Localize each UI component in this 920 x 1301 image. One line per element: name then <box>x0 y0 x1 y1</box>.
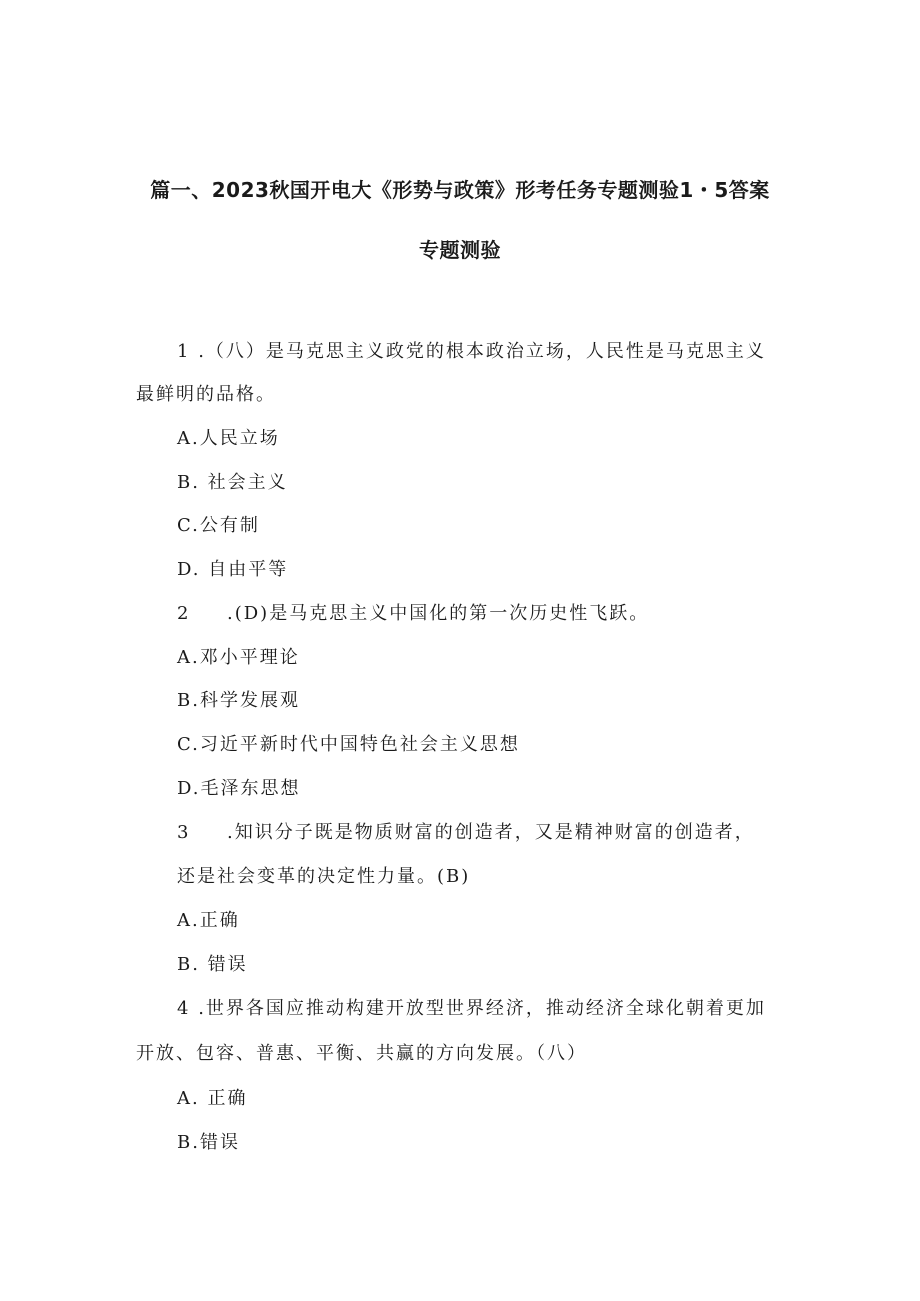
question-4-option-a: A. 正确 <box>177 1088 248 1109</box>
question-4-stem <box>177 997 766 1021</box>
question-3-continuation: 还是社会变革的决定性力量。(B) <box>177 866 471 887</box>
question-2-option-b: B.科学发展观 <box>177 690 300 711</box>
question-2-number: 2 <box>177 603 191 624</box>
question-1-option-a: A.人民立场 <box>177 428 280 449</box>
question-1-option-d: D. 自由平等 <box>177 559 289 580</box>
question-1-number: 1 <box>177 341 191 362</box>
question-3-stem <box>177 821 755 845</box>
question-4-continuation: 开放、包容、普惠、平衡、共赢的方向发展。（八） <box>136 1043 587 1064</box>
section-subtitle: 专题测验 <box>419 238 501 262</box>
question-1-text: .（八）是马克思主义政党的根本政治立场，人民性是马克思主义 <box>198 341 766 362</box>
question-3-text: .知识分子既是物质财富的创造者，又是精神财富的创造者， <box>227 822 755 843</box>
question-1-option-c: C.公有制 <box>177 515 260 536</box>
question-2-option-a: A.邓小平理论 <box>177 647 300 668</box>
question-2-option-d: D.毛泽东思想 <box>177 778 301 799</box>
question-1-stem <box>177 340 766 364</box>
question-2-stem <box>177 602 649 626</box>
question-2-text: .(D)是马克思主义中国化的第一次历史性飞跃。 <box>227 603 650 624</box>
question-4-text: .世界各国应推动构建开放型世界经济，推动经济全球化朝着更加 <box>198 998 766 1019</box>
question-3-option-b: B. 错误 <box>177 954 248 975</box>
question-3-number: 3 <box>177 822 191 843</box>
question-1-option-b: B. 社会主义 <box>177 472 288 493</box>
question-4-option-b: B.错误 <box>177 1132 240 1153</box>
document-title: 篇一、2023秋国开电大《形势与政策》形考任务专题测验1・5答案 <box>150 178 770 202</box>
question-3-option-a: A.正确 <box>177 910 240 931</box>
question-2-option-c: C.习近平新时代中国特色社会主义思想 <box>177 734 520 755</box>
question-4-number: 4 <box>177 998 191 1019</box>
question-1-continuation: 最鲜明的品格。 <box>136 384 276 405</box>
